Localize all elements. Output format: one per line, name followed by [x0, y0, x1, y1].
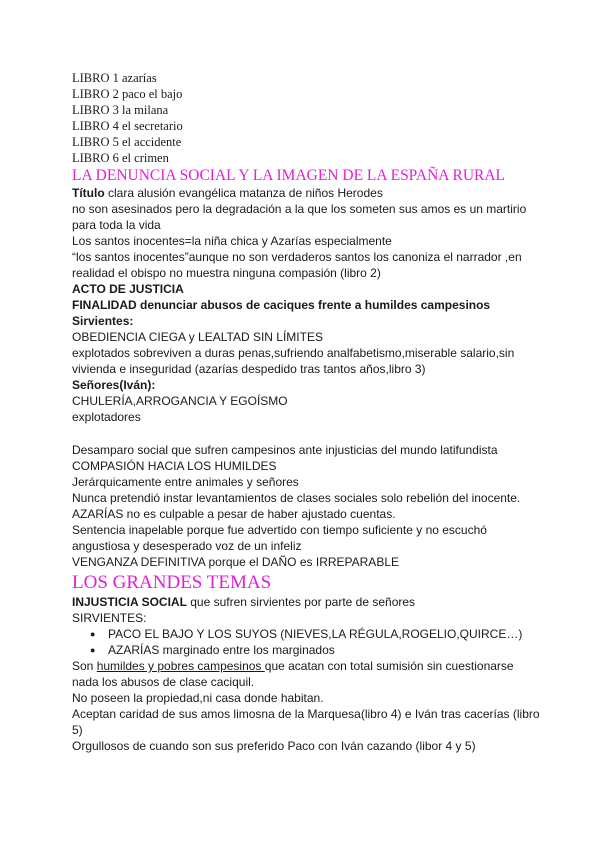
section-heading-denuncia: LA DENUNCIA SOCIAL Y LA IMAGEN DE LA ESPAÑA RURAL [72, 167, 506, 184]
propiedad-line: No poseen la propiedad,ni casa donde habitan. [72, 691, 324, 705]
obediencia-line: OBEDIENCIA CIEGA y LEALTAD SIN LÍMITES [72, 330, 323, 344]
list-item: ● PACO EL BAJO Y LOS SUYOS (NIEVES,LA RÉGULA,ROGELIO,QUIRCE…) [108, 626, 542, 642]
libro-line: LIBRO 6 el crimen [72, 151, 169, 165]
libro-line: LIBRO 2 paco el bajo [72, 87, 183, 101]
son-pre: Son [72, 659, 97, 673]
explotadores-line: explotadores [72, 410, 141, 424]
asesinados-paragraph: no son asesinados pero la degradación a la que los someten sus amos es un martirio para toda la vida [72, 202, 527, 232]
aceptan-paragraph: Aceptan caridad de sus amos limosna de la Marquesa(libro 4) e Iván tras cacerías (libro 5) [72, 707, 540, 737]
finalidad-heading: FINALIDAD denunciar abusos de caciques frente a humildes campesinos [72, 298, 491, 312]
titulo-label: Título [72, 186, 105, 200]
sirvientes-caps-line: SIRVIENTES: [72, 611, 147, 625]
titulo-paragraph [72, 185, 542, 201]
libro-line: LIBRO 3 la milana [72, 103, 169, 117]
document-content [72, 70, 542, 754]
injusticia-paragraph [72, 594, 542, 610]
nunca-paragraph: Nunca pretendió instar levantamientos de clases sociales solo rebelión del inocente. [72, 491, 521, 505]
venganza-line: VENGANZA DEFINITIVA porque el DAÑO es IRREPARABLE [72, 555, 399, 569]
section-heading-temas: LOS GRANDES TEMAS [72, 572, 272, 593]
chuleria-line: CHULERÍA,ARROGANCIA Y EGOÍSMO [72, 394, 288, 408]
santos-quote-paragraph: “los santos inocentes”aunque no son verdaderos santos los canoniza el narrador ,en realidad el obispo no muestra ninguna compasión (libro 2) [72, 250, 522, 280]
sentencia-paragraph: Sentencia inapelable porque fue advertido con tiempo suficiente y no escuchó angustiosa y desesperado voz de un infeliz [72, 523, 487, 553]
libro-line: LIBRO 4 el secretario [72, 119, 183, 133]
compasion-line: COMPASIÓN HACIA LOS HUMILDES [72, 459, 277, 473]
santos-paragraph: Los santos inocentes=la niña chica y Azarías especialmente [72, 234, 392, 248]
paragraph-gap [72, 425, 542, 442]
libro-line: LIBRO 5 el accidente [72, 135, 182, 149]
titulo-text: clara alusión evangélica matanza de niños Herodes [104, 186, 383, 200]
libros-list [72, 70, 542, 166]
list-item: ● AZARÍAS marginado entre los marginados [108, 642, 542, 658]
son-paragraph [72, 658, 542, 690]
son-post: que acatan con total sumisión sin cuestionarse nada los abusos de clase caciquil. [72, 659, 514, 689]
jerarquicamente-line: Jerárquicamente entre animales y señores [72, 475, 299, 489]
sirvientes-heading: Sirvientes: [72, 314, 134, 328]
injusticia-label: INJUSTICIA SOCIAL [72, 595, 187, 609]
senores-heading: Señores(Iván): [72, 378, 156, 392]
libro-line: LIBRO 1 azarías [72, 71, 157, 85]
azarias-culpable-line: AZARÍAS no es culpable a pesar de haber ajustado cuentas. [72, 507, 396, 521]
sirvientes-bullet-list [72, 626, 542, 658]
injusticia-text: que sufren sirvientes por parte de señores [186, 595, 416, 609]
explotados-paragraph: explotados sobreviven a duras penas,sufriendo analfabetismo,miserable salario,sin vivienda e inseguridad (azarías despedido tras tantos años,libro 3) [72, 346, 515, 376]
humildes-link[interactable]: humildes y pobres campesinos [96, 659, 265, 673]
acto-heading: ACTO DE JUSTICIA [72, 282, 184, 296]
desamparo-paragraph: Desamparo social que sufren campesinos ante injusticias del mundo latifundista [72, 443, 498, 457]
orgullosos-line: Orgullosos de cuando son sus preferido Paco con Iván cazando (libor 4 y 5) [72, 739, 476, 753]
